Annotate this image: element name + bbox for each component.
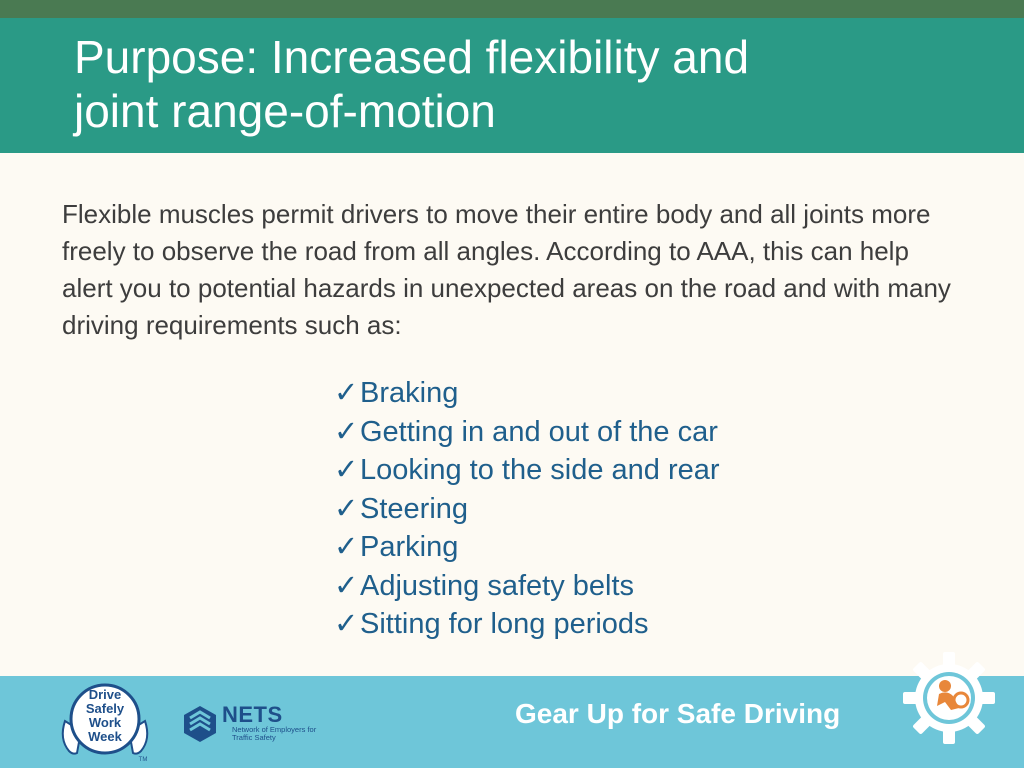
checkmark-icon: ✓ — [334, 569, 359, 602]
slide-title — [74, 30, 974, 138]
footer-tagline: Gear Up for Safe Driving — [515, 698, 841, 729]
checklist-item — [334, 374, 720, 413]
checklist-item — [334, 490, 720, 529]
nets-logo — [180, 700, 320, 750]
title-line-1: Purpose: Increased flexibility and — [74, 31, 750, 83]
nets-emblem-icon — [180, 704, 220, 744]
checkmark-icon: ✓ — [334, 608, 359, 640]
checklist-item-label: Steering — [360, 492, 469, 525]
dsww-line-1: Drive — [88, 687, 122, 702]
checklist-item-label: Sitting for long periods — [360, 608, 649, 640]
gear-driver-icon — [901, 650, 997, 746]
checklist-item-label: Getting in and out of the car — [360, 415, 718, 448]
nets-wordmark: NETS — [222, 702, 283, 727]
checklist-item — [334, 567, 720, 606]
checklist-item-label: Parking — [360, 531, 459, 563]
checklist-item-label: Braking — [360, 377, 459, 409]
requirements-checklist — [334, 374, 720, 644]
checkmark-icon: ✓ — [334, 531, 359, 563]
checkmark-icon: ✓ — [334, 377, 359, 409]
intro-paragraph: Flexible muscles permit drivers to move their entire body and all joints more freely to observe the road from all angles. According to AAA, this can help alert you to potential hazards in unexpected areas on the road and with many driving requirements such as: — [62, 199, 951, 340]
nets-subtitle: Network of Employers for Traffic Safety — [232, 725, 317, 742]
dsww-trademark: TM — [138, 757, 148, 763]
top-accent-bar — [0, 0, 1024, 18]
dsww-line-3: Work — [88, 715, 122, 730]
dsww-line-2: Safely — [85, 701, 125, 716]
checkmark-icon: ✓ — [334, 454, 359, 486]
checklist-item — [334, 413, 720, 452]
checklist-item — [334, 528, 720, 567]
drive-safely-work-week-logo — [55, 681, 155, 763]
checklist-item — [334, 605, 720, 644]
checkmark-icon: ✓ — [334, 415, 359, 448]
title-banner — [0, 18, 1024, 153]
checklist-item — [334, 451, 720, 490]
checklist-item-label: Adjusting safety belts — [360, 569, 635, 602]
checklist-item-label: Looking to the side and rear — [360, 454, 720, 486]
dsww-line-4: Week — [88, 729, 122, 744]
checkmark-icon: ✓ — [334, 492, 359, 525]
title-line-2: joint range-of-motion — [74, 85, 496, 137]
